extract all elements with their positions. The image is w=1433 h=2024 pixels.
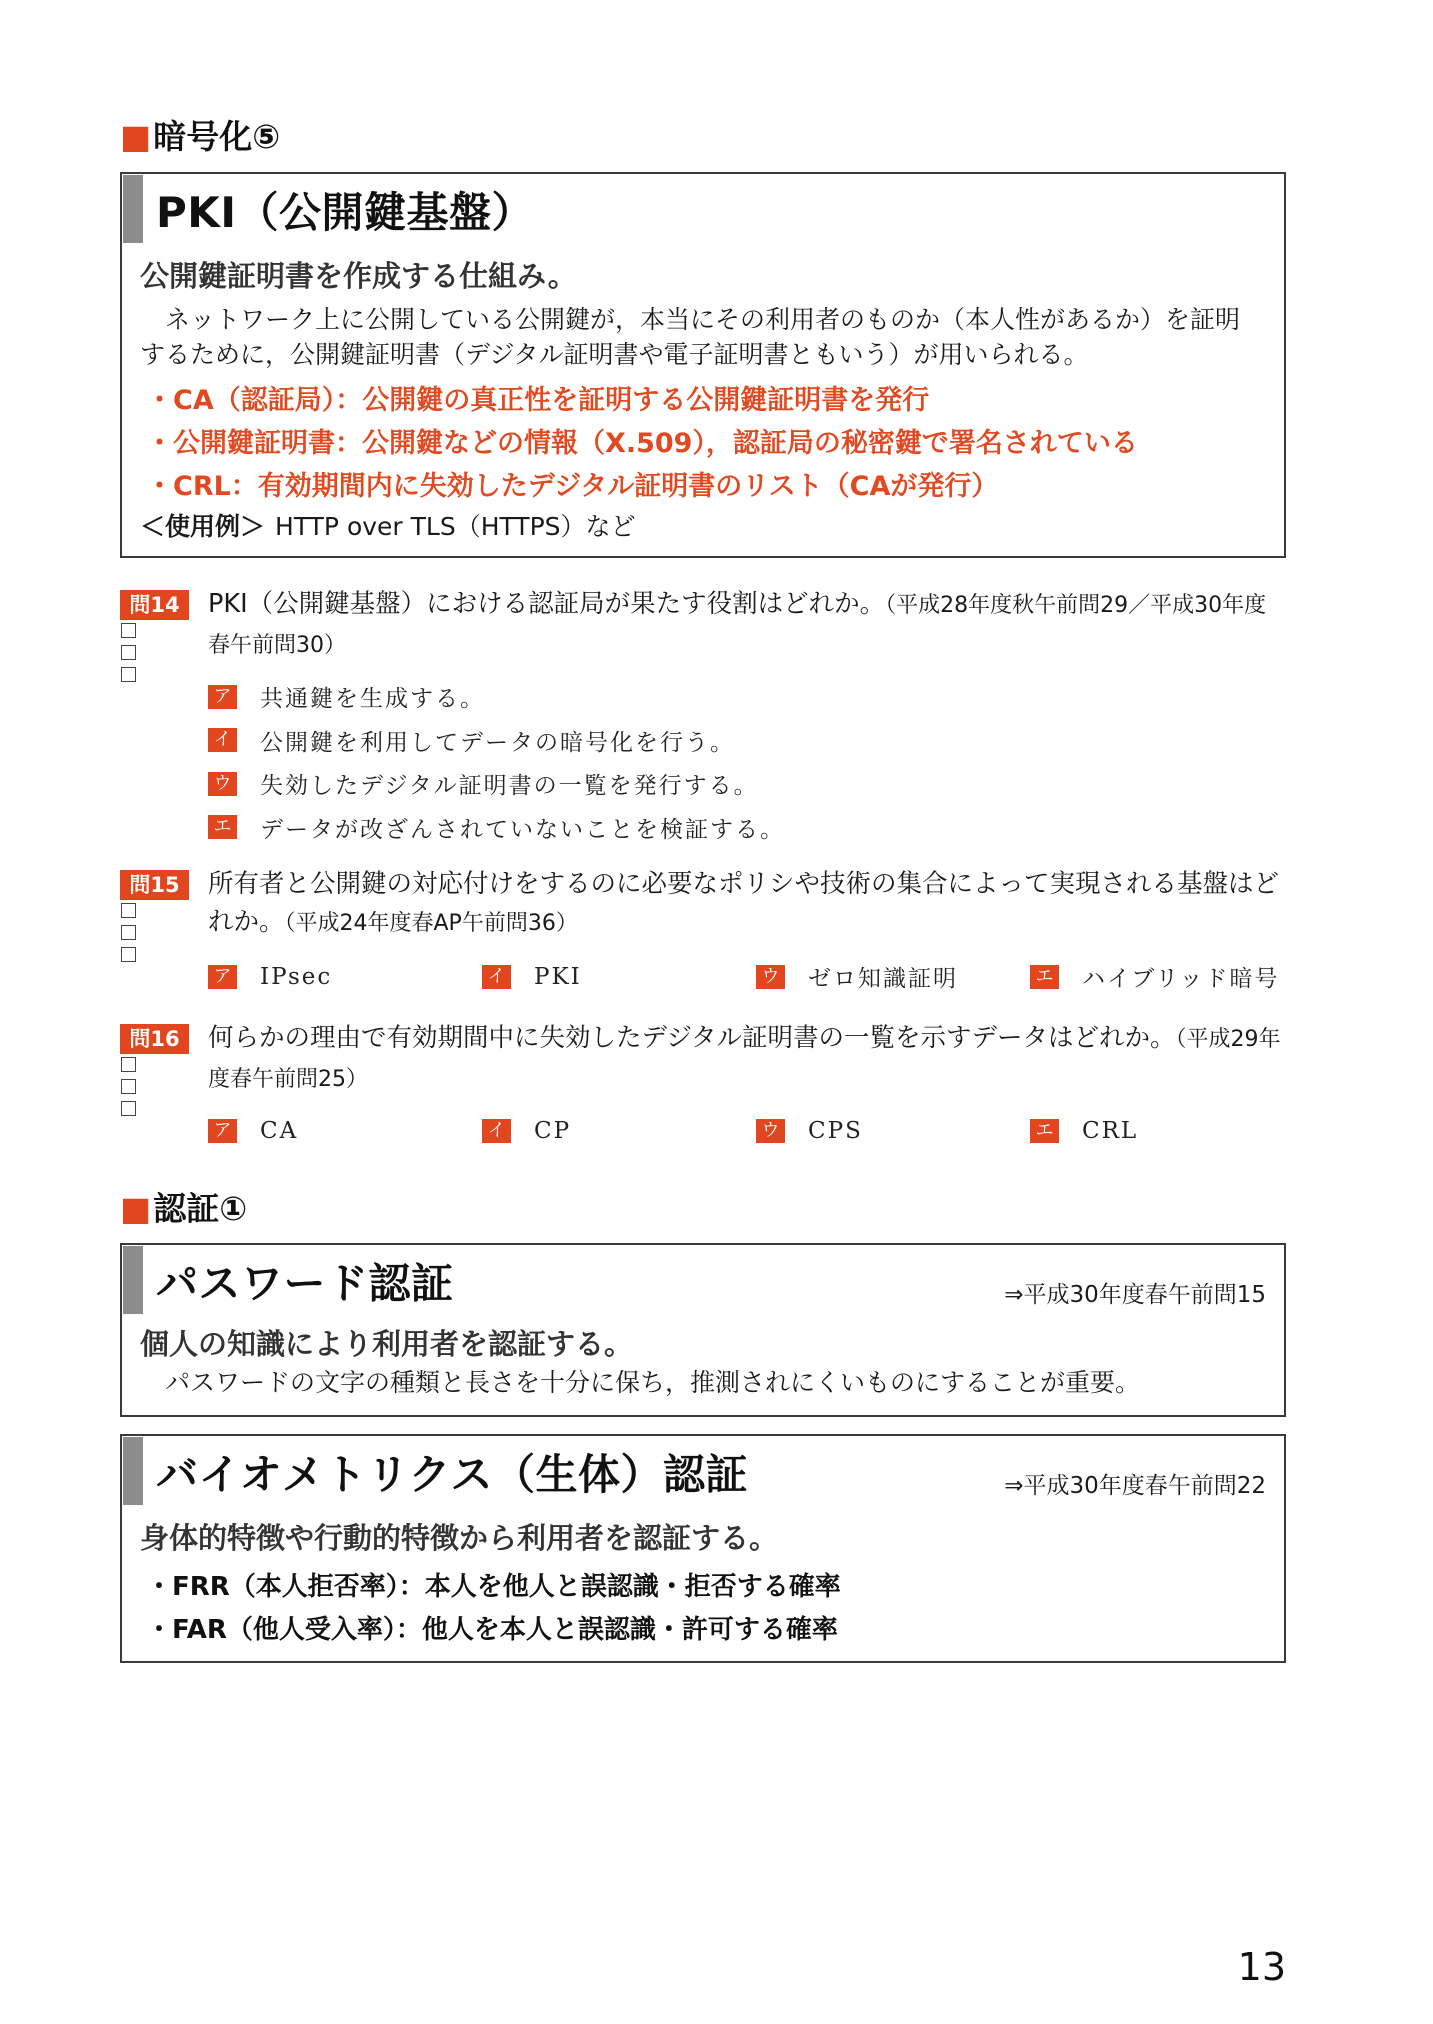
bullet-item: ・公開鍵証明書：公開鍵などの情報（X.509），認証局の秘密鍵で署名されている: [146, 428, 1138, 459]
section-heading-authentication: [120, 1189, 247, 1229]
box-title: パスワード認証: [156, 1259, 454, 1308]
bullet-list: [146, 1566, 841, 1652]
check-box: [121, 1079, 136, 1094]
question-body: PKI（公開鍵基盤）における認証局が果たす役割はどれか。: [208, 589, 886, 619]
bullet-item: ・FRR（本人拒否率）：本人を他人と誤認識・拒否する確率: [146, 1572, 841, 1602]
option-mark: ウ: [208, 772, 237, 796]
password-auth-box: [120, 1243, 1286, 1417]
check-box: [121, 947, 136, 962]
option-text: データが改ざんされていないことを検証する。: [260, 816, 785, 843]
question-body: 所有者と公開鍵の対応付けをするのに必要なポリシや技術の集合によって実現される基盤はどれか。: [208, 869, 1280, 937]
option-mark: イ: [482, 1119, 511, 1143]
answer-option: [482, 1109, 756, 1153]
check-box: [121, 1101, 136, 1116]
question-15: [0, 869, 1433, 993]
answer-option: [208, 806, 785, 850]
option-mark: ウ: [756, 965, 785, 989]
section-heading-encryption: [120, 117, 280, 157]
title-accent-bar: [123, 175, 143, 243]
option-mark: ア: [208, 1119, 237, 1143]
option-text: IPsec: [260, 963, 333, 990]
question-text: [208, 1019, 1284, 1099]
option-text: PKI: [534, 963, 582, 990]
answer-option: [1030, 955, 1304, 999]
question-source: （平成24年度春AP午前問36）: [284, 911, 578, 936]
box-summary: 身体的特徴や行動的特徴から利用者を認証する。: [140, 1521, 779, 1555]
answer-option: [482, 955, 756, 999]
option-mark: ア: [208, 965, 237, 989]
exam-reference: ⇒平成30年度春午前問22: [1004, 1473, 1266, 1499]
answer-option: [208, 1109, 482, 1153]
option-text: CP: [534, 1117, 572, 1144]
question-body: 何らかの理由で有効期間中に失効したデジタル証明書の一覧を示すデータはどれか。: [208, 1023, 1176, 1053]
answer-option: [756, 955, 1030, 999]
option-mark: エ: [1030, 965, 1059, 989]
title-accent-bar: [123, 1246, 143, 1314]
option-text: 失効したデジタル証明書の一覧を発行する。: [260, 773, 759, 800]
biometric-auth-box: [120, 1434, 1286, 1663]
box-title: PKI（公開鍵基盤）: [156, 188, 534, 237]
answer-option: [208, 762, 785, 806]
option-mark: エ: [208, 815, 237, 839]
question-source: （平成28年度秋午前問29／平成30年度春午前問30）: [208, 593, 1267, 658]
option-text: ハイブリッド暗号: [1082, 966, 1280, 993]
check-box: [121, 645, 136, 660]
option-mark: ア: [208, 685, 237, 709]
question-16: [0, 1023, 1433, 1144]
check-box: [121, 1057, 136, 1072]
option-mark: イ: [208, 728, 237, 752]
option-text: 公開鍵を利用してデータの暗号化を行う。: [260, 729, 735, 756]
box-summary: 個人の知識により利用者を認証する。: [140, 1327, 634, 1361]
check-boxes: [121, 623, 136, 689]
option-text: CA: [260, 1117, 299, 1144]
option-text: CPS: [808, 1117, 863, 1144]
option-text: 共通鍵を生成する。: [260, 686, 485, 713]
option-text: CRL: [1082, 1117, 1139, 1144]
answer-options: [208, 675, 785, 849]
bullet-item: ・CA（認証局）：公開鍵の真正性を証明する公開鍵証明書を発行: [146, 385, 930, 416]
answer-option: [1030, 1109, 1304, 1153]
answer-option: [208, 675, 785, 719]
box-body-text: ネットワーク上に公開している公開鍵が，本当にその利用者のものか（本人性があるか）を証明するために，公開鍵証明書（デジタル証明書や電子証明書ともいう）が用いられる。: [140, 305, 1241, 369]
check-box: [121, 903, 136, 918]
bullet-item: ・FAR（他人受入率）：他人を本人と誤認識・許可する確率: [146, 1615, 838, 1645]
question-text: [208, 865, 1284, 943]
exam-reference: ⇒平成30年度春午前問15: [1004, 1282, 1266, 1308]
answer-option: [208, 955, 482, 999]
option-mark: ウ: [756, 1119, 785, 1143]
usage-example: [140, 510, 636, 544]
question-source: （平成29年度春午前問25）: [208, 1027, 1281, 1092]
question-number-label: 問16: [120, 1024, 189, 1054]
answer-option: [756, 1109, 1030, 1153]
check-box: [121, 667, 136, 682]
question-text: [208, 585, 1284, 665]
box-title: バイオメトリクス（生体）認証: [156, 1450, 749, 1499]
box-summary: 公開鍵証明書を作成する仕組み。: [140, 259, 577, 293]
answer-option: [208, 719, 785, 763]
answer-options: [208, 955, 1304, 999]
pki-box: [120, 172, 1286, 558]
highlight-bullet-list: [146, 379, 1138, 508]
title-accent-bar: [123, 1437, 143, 1505]
bullet-item: ・CRL：有効期間内に失効したデジタル証明書のリスト（CAが発行）: [146, 471, 999, 502]
section-title: 暗号化⑤: [153, 117, 281, 156]
check-box: [121, 925, 136, 940]
section-marker-square: ■: [120, 117, 152, 156]
check-box: [121, 623, 136, 638]
question-14: [0, 589, 1433, 843]
check-boxes: [121, 1057, 136, 1123]
option-mark: イ: [482, 965, 511, 989]
section-title: 認証①: [153, 1189, 248, 1228]
check-boxes: [121, 903, 136, 969]
page-number: 13: [1237, 1945, 1286, 1989]
question-number-label: 問15: [120, 870, 189, 900]
section-marker-square: ■: [120, 1189, 152, 1228]
box-body-text: パスワードの文字の種類と長さを十分に保ち，推測されにくいものにすることが重要。: [165, 1368, 1141, 1397]
answer-options: [208, 1109, 1304, 1153]
question-number-label: 問14: [120, 590, 189, 620]
option-mark: エ: [1030, 1119, 1059, 1143]
usage-label: ＜使用例＞: [140, 512, 266, 541]
usage-text: HTTP over TLS（HTTPS）など: [275, 512, 636, 541]
option-text: ゼロ知識証明: [808, 966, 958, 993]
